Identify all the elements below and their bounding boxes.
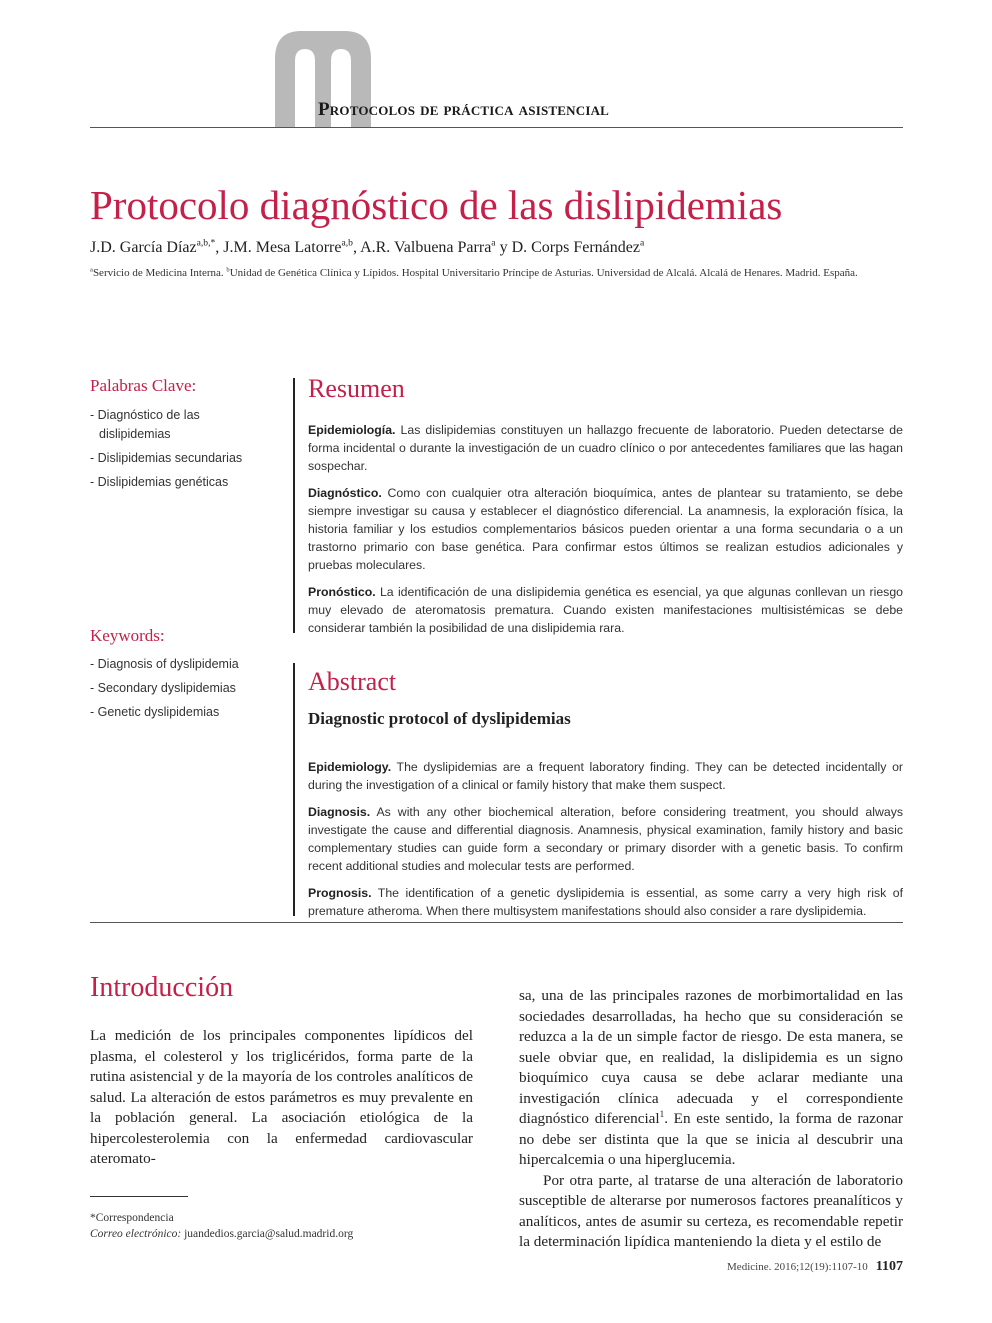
page-number: 1107 — [875, 1259, 903, 1274]
resumen-paragraph: Epidemiología. Las dislipidemias constituyen un hallazgo frecuente de laboratorio. Pueden detectarse de forma incidental o durante la investigación de un cuadro clínico o por antecedentes familiares que las hagan sospechar. — [308, 423, 903, 473]
abstract-bottom-rule — [90, 922, 903, 923]
intro-heading: Introducción — [90, 972, 234, 1003]
abstract-divider — [293, 663, 295, 916]
author-list: J.D. García Díaz$^{a,b,*}$, J.M. Mesa Latorre$^{a,b}$, A.R. Valbuena Parra$^a$ y D. Corps Fernández$^a$ — [90, 237, 645, 256]
page-footer — [727, 1259, 903, 1275]
author-name: J.D. García Díaz — [90, 239, 197, 256]
keywords-en-list — [90, 655, 265, 727]
resumen-paragraph: Pronóstico. La identificación de una dislipidemia genética es esencial, ya que algunas conllevan un riesgo muy elevado de ateromatosis prematura. Cuando existen manifestaciones multisistémicas se debe considerar también la posibilidad de una dislipidemia rara. — [308, 585, 903, 635]
resumen-heading: Resumen — [308, 374, 405, 403]
abstract-paragraph: Diagnosis. As with any other biochemical alteration, before considering treatment, you should always investigate the cause and differential diagnosis. Anamnesis, physical examination, family history and basic complementary studies can guide form a secondary or primary disorder with a genetic basis. To confirm recent additional studies and molecular tests are performed. — [308, 805, 903, 873]
email-link[interactable]: juandedios.garcia@salud.madrid.org — [181, 1228, 354, 1240]
intro-paragraph: La medición de los principales componentes lipídicos del plasma, el colesterol y los triglicéridos, forma parte de la rutina asistencial y de la mayoría de los controles analíticos de salud. La alteración de estos parámetros es muy prevalente en la población general. La asociación etiológica de la hipercolesterolemia con la enfermedad cardiovascular ateromato- — [90, 1027, 473, 1167]
footnote — [90, 1210, 353, 1242]
keywords-es-title: Palabras Clave: — [90, 376, 197, 395]
keyword-item: - Genetic dyslipidemias — [90, 705, 220, 719]
author-name: D. Corps Fernández — [511, 239, 640, 256]
abstract-subtitle: Diagnostic protocol of dyslipidemias — [308, 709, 571, 728]
author-name: A.R. Valbuena Parra — [360, 239, 492, 256]
keywords-en-title: Keywords: — [90, 626, 165, 645]
keywords-es-list — [90, 406, 265, 497]
article-title: Protocolo diagnóstico de las dislipidemias — [90, 182, 783, 228]
header-rule — [90, 127, 903, 128]
intro-paragraph: Por otra parte, al tratarse de una alteración de laboratorio susceptible de alterarse por numerosos factores preanalíticos y analíticos, antes de asumir su certeza, es recomendable repetir la determinación lipídica manteniendo la dieta y el estilo de — [519, 1171, 903, 1250]
intro-paragraph: sa, una de las principales razones de morbimortalidad en las sociedades desarrolladas, ha hecho que su consideración se reduzca a la de un simple factor de riesgo. De esta manera, se suele obviar que, en realidad, la dislipidemia es un signo bioquímico cuya causa se debe aclarar mediante una investigación clínica adecuada y el correspondiente diagnóstico diferencial$^1$. En este sentido, la forma de razonar no debe ser distinta que la que se inicia al descubrir una hipercalcemia o una hiperglucemia. — [519, 987, 903, 1168]
resumen-divider — [293, 378, 295, 633]
abstract-heading: Abstract — [308, 667, 397, 696]
email-label: Correo electrónico: — [90, 1228, 182, 1240]
intro-right-column — [519, 986, 903, 1253]
resumen-section — [308, 374, 903, 646]
affiliations: $^a$Servicio de Medicina Interna. $^b$Unidad de Genética Clínica y Lípidos. Hospital Universitario Príncipe de Asturias. Universidad de Alcalá. Alcalá de Henares. Madrid. España. — [90, 266, 858, 279]
abstract-paragraph: Epidemiology. The dyslipidemias are a frequent laboratory finding. They can be detected incidentally or during the investigation of a clinical or family history that make them suspect. — [308, 760, 903, 792]
footnote-rule — [90, 1196, 188, 1197]
resumen-paragraph: Diagnóstico. Como con cualquier otra alteración bioquímica, antes de plantear su tratamiento, se debe siempre investigar su causa y establecer el diagnóstico diferencial. La anamnesis, la exploración física, la historia familiar y los estudios complementarios básicos pueden orientar a una forma secundaria o a un trastorno primario con base genética. Para confirmar estos últimos se realizan estudios adicionales y pruebas moleculares. — [308, 486, 903, 572]
intro-left-column — [90, 1026, 473, 1170]
keyword-item: - Dislipidemias secundarias — [90, 451, 243, 465]
keyword-item: - Diagnóstico de las dislipidemias — [90, 408, 200, 441]
correspondence-label: *Correspondencia — [90, 1212, 174, 1224]
section-label: Protocolos de práctica asistencial — [318, 99, 610, 120]
abstract-section — [308, 667, 903, 929]
keyword-item: - Diagnosis of dyslipidemia — [90, 657, 239, 671]
abstract-paragraph: Prognosis. The identification of a genetic dyslipidemia is essential, as some carry a very high risk of premature atheroma. When there multisystem manifestations should also consider a rare dyslipidemia. — [308, 886, 903, 918]
keyword-item: - Dislipidemias genéticas — [90, 475, 229, 489]
author-name: J.M. Mesa Latorre — [223, 239, 342, 256]
keyword-item: - Secondary dyslipidemias — [90, 681, 236, 695]
citation: Medicine. 2016;12(19):1107-10 — [727, 1261, 868, 1273]
